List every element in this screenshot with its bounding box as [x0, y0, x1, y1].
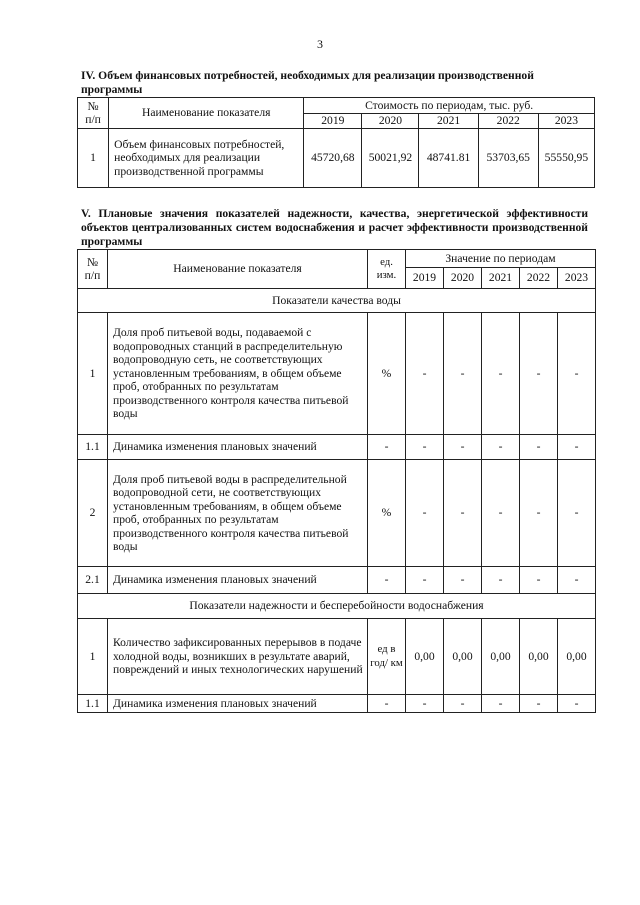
row-value: 50021,92 — [362, 129, 419, 188]
row-name: Доля проб питьевой воды в распределительной водопроводной сети, не соответствующих установленным требованиям, в общем объеме проб, отобранных по результатам производственного контроля качества питьевой воды — [108, 460, 368, 567]
row-name: Объем финансовых потребностей, необходимых для реализации производственной программы — [109, 129, 304, 188]
row-value: - — [482, 567, 520, 594]
year-header: 2021 — [482, 268, 520, 289]
row-value: - — [406, 695, 444, 713]
row-value: 0,00 — [558, 619, 596, 695]
year-header: 2022 — [520, 268, 558, 289]
row-num: 1 — [78, 313, 108, 435]
row-value: - — [406, 460, 444, 567]
row-value: - — [406, 567, 444, 594]
indicators-table — [77, 249, 596, 713]
row-value: - — [520, 567, 558, 594]
row-value: - — [558, 567, 596, 594]
row-value: - — [482, 313, 520, 435]
group-title-reliability: Показатели надежности и бесперебойности водоснабжения — [78, 594, 596, 619]
row-num: 1.1 — [78, 695, 108, 713]
table-row — [78, 567, 596, 594]
row-value: - — [406, 435, 444, 460]
col-cost-header: Стоимость по периодам, тыс. руб. — [304, 98, 595, 114]
year-header: 2021 — [419, 114, 478, 129]
row-value: - — [520, 313, 558, 435]
row-num: 2 — [78, 460, 108, 567]
year-header: 2020 — [444, 268, 482, 289]
row-name: Количество зафиксированных перерывов в подаче холодной воды, возникших в результате аварий, повреждений и иных технологических нарушений — [108, 619, 368, 695]
row-value: 48741.81 — [419, 129, 478, 188]
row-value: - — [520, 460, 558, 567]
row-num: 2.1 — [78, 567, 108, 594]
row-value: - — [558, 460, 596, 567]
row-value: 0,00 — [520, 619, 558, 695]
col-name-header: Наименование показателя — [108, 250, 368, 289]
row-value: - — [406, 313, 444, 435]
table-row — [78, 695, 596, 713]
col-name-header: Наименование показателя — [109, 98, 304, 129]
section-5-heading: V. Плановые значения показателей надежности, качества, энергетической эффективности объектов централизованных систем водоснабжения и расчет эффективности производственной программы — [81, 207, 588, 248]
row-value: - — [520, 435, 558, 460]
year-header: 2022 — [478, 114, 538, 129]
year-header: 2019 — [406, 268, 444, 289]
col-unit-header: ед. изм. — [368, 250, 406, 289]
row-unit: % — [368, 460, 406, 567]
row-value: - — [482, 695, 520, 713]
row-unit: % — [368, 313, 406, 435]
row-name: Динамика изменения плановых значений — [108, 435, 368, 460]
table-row — [78, 129, 595, 188]
page-number: 3 — [317, 37, 323, 51]
year-header: 2020 — [362, 114, 419, 129]
row-num: 1 — [78, 619, 108, 695]
row-unit: ед в год/ км — [368, 619, 406, 695]
row-value: 0,00 — [482, 619, 520, 695]
row-value: - — [444, 567, 482, 594]
row-name: Динамика изменения плановых значений — [108, 695, 368, 713]
table-row — [78, 619, 596, 695]
col-num-header: № п/п — [78, 98, 109, 129]
row-unit: - — [368, 695, 406, 713]
row-value: - — [444, 313, 482, 435]
year-header: 2019 — [304, 114, 362, 129]
table-row — [78, 313, 596, 435]
row-name: Динамика изменения плановых значений — [108, 567, 368, 594]
row-value: - — [558, 435, 596, 460]
row-value: 45720,68 — [304, 129, 362, 188]
row-value: 55550,95 — [538, 129, 594, 188]
row-value: 0,00 — [406, 619, 444, 695]
row-num: 1 — [78, 129, 109, 188]
row-value: - — [444, 460, 482, 567]
col-num-header: № п/п — [78, 250, 108, 289]
col-value-header: Значение по периодам — [406, 250, 596, 268]
row-value: - — [558, 695, 596, 713]
row-unit: - — [368, 435, 406, 460]
group-title-water-quality: Показатели качества воды — [78, 289, 596, 313]
row-value: - — [482, 460, 520, 567]
year-header: 2023 — [558, 268, 596, 289]
row-value: 0,00 — [444, 619, 482, 695]
year-header: 2023 — [538, 114, 594, 129]
section-4-heading: IV. Объем финансовых потребностей, необходимых для реализации производственной программы — [81, 69, 534, 96]
table-row — [78, 435, 596, 460]
row-value: - — [444, 695, 482, 713]
table-row — [78, 460, 596, 567]
financial-needs-table — [77, 97, 595, 188]
row-value: 53703,65 — [478, 129, 538, 188]
row-value: - — [520, 695, 558, 713]
row-value: - — [482, 435, 520, 460]
row-name: Доля проб питьевой воды, подаваемой с водопроводных станций в распределительную водопроводную сеть, не соответствующих установленным требованиям, в общем объеме проб, отобранных по результатам производственного контроля качества питьевой воды — [108, 313, 368, 435]
row-num: 1.1 — [78, 435, 108, 460]
row-value: - — [558, 313, 596, 435]
row-unit: - — [368, 567, 406, 594]
row-value: - — [444, 435, 482, 460]
